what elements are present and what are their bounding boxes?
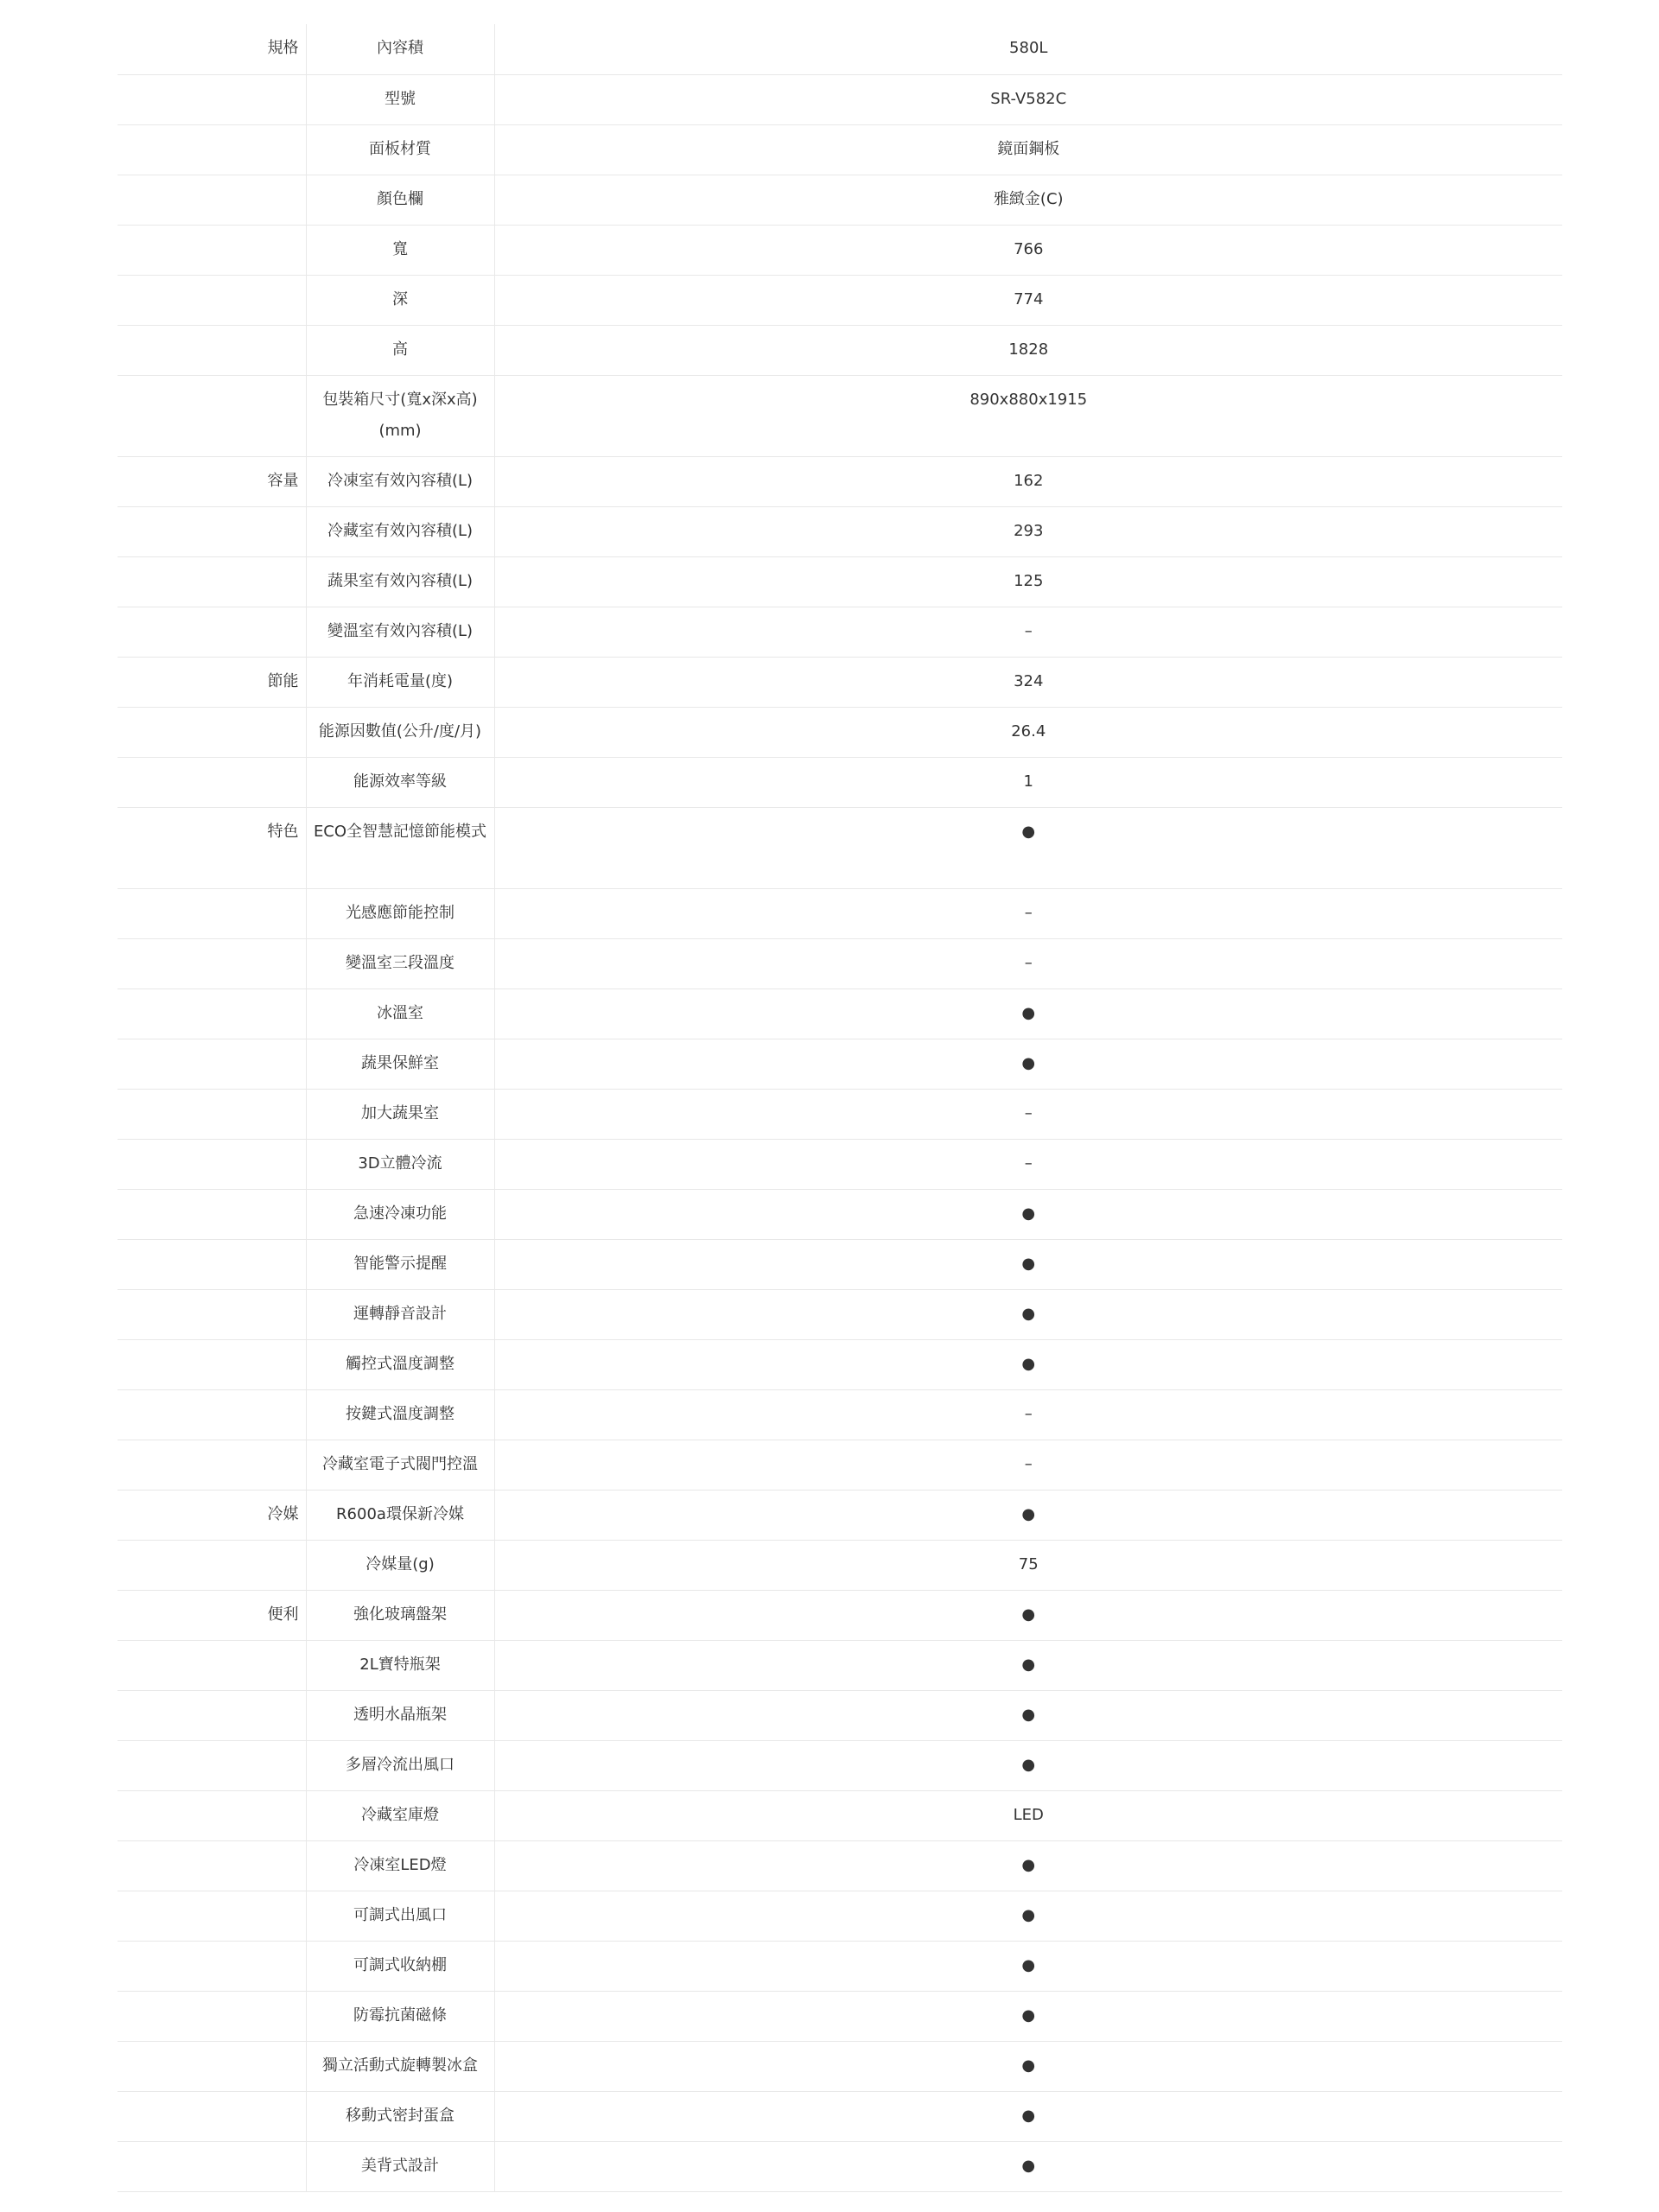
category-cell xyxy=(118,1089,306,1139)
spec-value-cell: ● xyxy=(494,1590,1562,1640)
table-row xyxy=(118,175,1562,225)
table-row xyxy=(118,1790,1562,1840)
spec-value-cell: – xyxy=(494,1440,1562,1490)
table-row xyxy=(118,2141,1562,2191)
spec-value-cell: – xyxy=(494,1389,1562,1440)
table-row xyxy=(118,1139,1562,1189)
spec-label-cell: 蔬果保鮮室 xyxy=(306,1039,494,1089)
table-row xyxy=(118,1239,1562,1289)
table-row xyxy=(118,506,1562,556)
spec-label-cell: 冰溫室 xyxy=(306,988,494,1039)
spec-label-cell: 蔬果室有效內容積(L) xyxy=(306,556,494,607)
spec-value-cell: ● xyxy=(494,807,1562,888)
spec-value-cell: 766 xyxy=(494,225,1562,275)
table-row xyxy=(118,1891,1562,1941)
spec-value-cell: ● xyxy=(494,1690,1562,1740)
table-row xyxy=(118,988,1562,1039)
spec-label-cell: 年消耗電量(度) xyxy=(306,657,494,707)
spec-label-cell: 型號 xyxy=(306,74,494,124)
spec-label-cell: 冷藏室庫燈 xyxy=(306,1790,494,1840)
spec-label-cell: 寬 xyxy=(306,225,494,275)
spec-label-cell: 可調式出風口 xyxy=(306,1891,494,1941)
table-row xyxy=(118,1540,1562,1590)
category-cell xyxy=(118,1690,306,1740)
table-row xyxy=(118,1590,1562,1640)
category-cell xyxy=(118,2041,306,2091)
spec-label-cell: 包裝箱尺寸(寬x深x高)(mm) xyxy=(306,375,494,456)
table-row xyxy=(118,1941,1562,1991)
table-row xyxy=(118,275,1562,325)
spec-label-cell: 光感應節能控制 xyxy=(306,888,494,938)
category-cell xyxy=(118,2141,306,2191)
table-row xyxy=(118,757,1562,807)
spec-value-cell: 1828 xyxy=(494,325,1562,375)
table-row xyxy=(118,456,1562,506)
table-row xyxy=(118,325,1562,375)
spec-label-cell: 多層冷流出風口 xyxy=(306,1740,494,1790)
category-cell xyxy=(118,225,306,275)
spec-label-cell: 加大蔬果室 xyxy=(306,1089,494,1139)
spec-value-cell: ● xyxy=(494,1740,1562,1790)
category-cell xyxy=(118,1891,306,1941)
category-cell xyxy=(118,2091,306,2141)
spec-value-cell: ● xyxy=(494,1289,1562,1339)
table-row xyxy=(118,607,1562,657)
category-cell: 規格 xyxy=(118,24,306,74)
category-cell xyxy=(118,1740,306,1790)
spec-table-body xyxy=(118,24,1562,2191)
category-cell xyxy=(118,988,306,1039)
table-row xyxy=(118,124,1562,175)
spec-value-cell: ● xyxy=(494,1490,1562,1540)
table-row xyxy=(118,1339,1562,1389)
spec-value-cell: ● xyxy=(494,2091,1562,2141)
category-cell xyxy=(118,757,306,807)
spec-value-cell: ● xyxy=(494,2041,1562,2091)
category-cell xyxy=(118,607,306,657)
spec-value-cell: ● xyxy=(494,1891,1562,1941)
category-cell xyxy=(118,1790,306,1840)
spec-label-cell: 美背式設計 xyxy=(306,2141,494,2191)
spec-label-cell: 冷凍室LED燈 xyxy=(306,1840,494,1891)
spec-value-cell: – xyxy=(494,1139,1562,1189)
spec-label-cell: 冷凍室有效內容積(L) xyxy=(306,456,494,506)
table-row xyxy=(118,1690,1562,1740)
category-cell xyxy=(118,1840,306,1891)
spec-value-cell: 774 xyxy=(494,275,1562,325)
category-cell xyxy=(118,1039,306,1089)
table-row xyxy=(118,1289,1562,1339)
spec-value-cell: 雅緻金(C) xyxy=(494,175,1562,225)
table-row xyxy=(118,225,1562,275)
category-cell xyxy=(118,1339,306,1389)
category-cell xyxy=(118,1389,306,1440)
spec-value-cell: 1 xyxy=(494,757,1562,807)
spec-label-cell: 顏色欄 xyxy=(306,175,494,225)
spec-value-cell: LED xyxy=(494,1790,1562,1840)
category-cell xyxy=(118,1991,306,2041)
spec-value-cell: SR-V582C xyxy=(494,74,1562,124)
spec-label-cell: 3D立體冷流 xyxy=(306,1139,494,1189)
spec-label-cell: R600a環保新冷媒 xyxy=(306,1490,494,1540)
category-cell xyxy=(118,275,306,325)
category-cell xyxy=(118,375,306,456)
category-cell xyxy=(118,1540,306,1590)
category-cell xyxy=(118,556,306,607)
spec-label-cell: 強化玻璃盤架 xyxy=(306,1590,494,1640)
table-row xyxy=(118,657,1562,707)
spec-label-cell: 透明水晶瓶架 xyxy=(306,1690,494,1740)
spec-value-cell: ● xyxy=(494,1039,1562,1089)
spec-value-cell: ● xyxy=(494,1991,1562,2041)
spec-label-cell: 觸控式溫度調整 xyxy=(306,1339,494,1389)
table-row xyxy=(118,2041,1562,2091)
spec-value-cell: ● xyxy=(494,2141,1562,2191)
category-cell xyxy=(118,1189,306,1239)
spec-value-cell: 890x880x1915 xyxy=(494,375,1562,456)
spec-label-cell: 變溫室有效內容積(L) xyxy=(306,607,494,657)
table-row xyxy=(118,1039,1562,1089)
table-row xyxy=(118,1740,1562,1790)
table-row xyxy=(118,1640,1562,1690)
category-cell xyxy=(118,325,306,375)
category-cell xyxy=(118,888,306,938)
spec-value-cell: ● xyxy=(494,1239,1562,1289)
table-row xyxy=(118,375,1562,456)
table-row xyxy=(118,556,1562,607)
spec-label-cell: 移動式密封蛋盒 xyxy=(306,2091,494,2141)
category-cell xyxy=(118,1139,306,1189)
category-cell xyxy=(118,938,306,988)
spec-label-cell: 按鍵式溫度調整 xyxy=(306,1389,494,1440)
table-row xyxy=(118,1840,1562,1891)
category-cell xyxy=(118,707,306,757)
spec-label-cell: 冷藏室電子式閥門控溫 xyxy=(306,1440,494,1490)
table-row xyxy=(118,1089,1562,1139)
table-row xyxy=(118,888,1562,938)
spec-value-cell: – xyxy=(494,888,1562,938)
spec-value-cell: ● xyxy=(494,1640,1562,1690)
spec-value-cell: ● xyxy=(494,1339,1562,1389)
spec-label-cell: 能源效率等級 xyxy=(306,757,494,807)
spec-label-cell: 防霉抗菌磁條 xyxy=(306,1991,494,2041)
spec-label-cell: 高 xyxy=(306,325,494,375)
spec-value-cell: 75 xyxy=(494,1540,1562,1590)
category-cell: 節能 xyxy=(118,657,306,707)
table-row xyxy=(118,1991,1562,2041)
category-cell xyxy=(118,124,306,175)
table-row xyxy=(118,2091,1562,2141)
spec-value-cell: 162 xyxy=(494,456,1562,506)
category-cell xyxy=(118,1239,306,1289)
spec-label-cell: 獨立活動式旋轉製冰盒 xyxy=(306,2041,494,2091)
table-row xyxy=(118,707,1562,757)
category-cell xyxy=(118,1289,306,1339)
spec-label-cell: 運轉靜音設計 xyxy=(306,1289,494,1339)
category-cell xyxy=(118,1640,306,1690)
category-cell xyxy=(118,74,306,124)
spec-value-cell: – xyxy=(494,607,1562,657)
spec-label-cell: 冷媒量(g) xyxy=(306,1540,494,1590)
category-cell: 容量 xyxy=(118,456,306,506)
spec-label-cell: 急速冷凍功能 xyxy=(306,1189,494,1239)
spec-value-cell: ● xyxy=(494,1941,1562,1991)
table-row xyxy=(118,938,1562,988)
table-row xyxy=(118,1440,1562,1490)
spec-label-cell: 變溫室三段溫度 xyxy=(306,938,494,988)
category-cell xyxy=(118,506,306,556)
spec-label-cell: ECO全智慧記憶節能模式 xyxy=(306,807,494,888)
category-cell xyxy=(118,1440,306,1490)
spec-label-cell: 智能警示提醒 xyxy=(306,1239,494,1289)
table-row xyxy=(118,1389,1562,1440)
category-cell: 特色 xyxy=(118,807,306,888)
table-row xyxy=(118,807,1562,888)
spec-label-cell: 可調式收納棚 xyxy=(306,1941,494,1991)
spec-label-cell: 能源因數值(公升/度/月) xyxy=(306,707,494,757)
spec-value-cell: 580L xyxy=(494,24,1562,74)
category-cell: 便利 xyxy=(118,1590,306,1640)
table-row xyxy=(118,1189,1562,1239)
spec-label-cell: 深 xyxy=(306,275,494,325)
spec-value-cell: – xyxy=(494,1089,1562,1139)
spec-value-cell: 125 xyxy=(494,556,1562,607)
spec-value-cell: – xyxy=(494,938,1562,988)
spec-table xyxy=(118,24,1562,2192)
category-cell: 冷媒 xyxy=(118,1490,306,1540)
spec-value-cell: ● xyxy=(494,1189,1562,1239)
category-cell xyxy=(118,1941,306,1991)
spec-label-cell: 2L寶特瓶架 xyxy=(306,1640,494,1690)
table-row xyxy=(118,74,1562,124)
table-row xyxy=(118,24,1562,74)
spec-value-cell: 324 xyxy=(494,657,1562,707)
table-row xyxy=(118,1490,1562,1540)
spec-value-cell: ● xyxy=(494,1840,1562,1891)
spec-label-cell: 面板材質 xyxy=(306,124,494,175)
spec-value-cell: 293 xyxy=(494,506,1562,556)
spec-label-cell: 冷藏室有效內容積(L) xyxy=(306,506,494,556)
spec-value-cell: ● xyxy=(494,988,1562,1039)
spec-label-cell: 內容積 xyxy=(306,24,494,74)
spec-value-cell: 鏡面鋼板 xyxy=(494,124,1562,175)
spec-value-cell: 26.4 xyxy=(494,707,1562,757)
category-cell xyxy=(118,175,306,225)
